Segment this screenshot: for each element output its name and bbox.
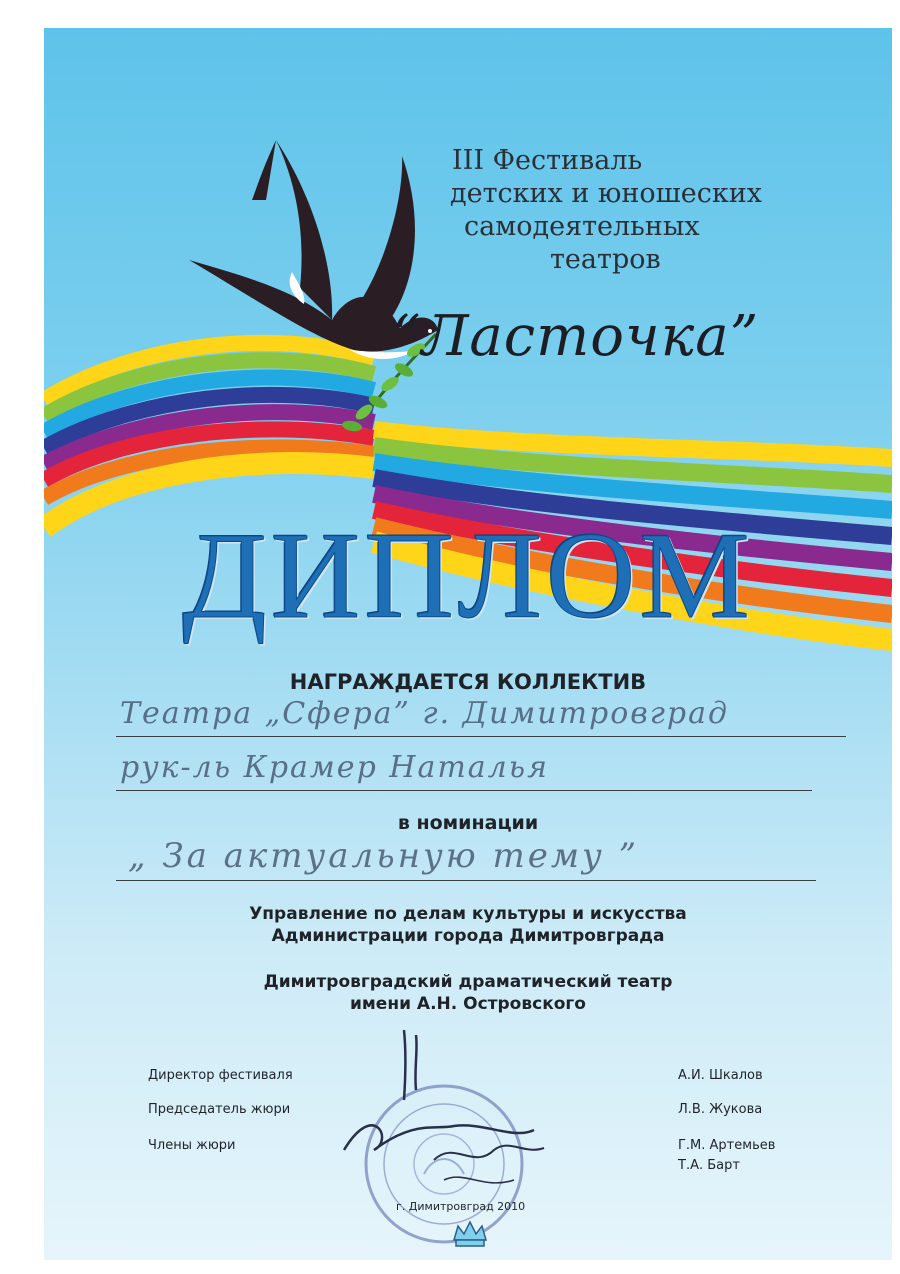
nomination-line	[116, 880, 816, 881]
recipient-line-1	[116, 736, 846, 737]
festival-name: “Ласточка”	[392, 304, 760, 369]
festival-heading	[404, 144, 844, 276]
signature-name-1: А.И. Шкалов	[678, 1068, 763, 1083]
recipient-handwritten-2: рук-ль Крамер Наталья	[120, 750, 549, 785]
signature-name-3: Г.М. Артемьев	[678, 1138, 776, 1153]
festival-line-1: III Фестиваль	[452, 145, 643, 176]
diploma-sheet	[44, 28, 892, 1260]
nomination-handwritten: „ За актуальную тему ”	[128, 836, 639, 876]
awarded-label: НАГРАЖДАЕТСЯ КОЛЛЕКТИВ	[289, 670, 647, 694]
recipient-handwritten-1: Театра „Сфера” г. Димитровград	[120, 696, 729, 731]
signature-role-3: Члены жюри	[148, 1138, 236, 1153]
nomination-label: в номинации	[397, 812, 539, 834]
signature-role-1: Директор фестиваля	[148, 1068, 293, 1083]
organizer-2	[44, 971, 892, 1015]
organizer-1-line-1: Управление по делам культуры и искусства	[249, 904, 687, 924]
city-year: г. Димитровград 2010	[396, 1200, 526, 1213]
diploma-title: ДИПЛОМ	[182, 507, 754, 644]
signature-name-4: Т.А. Барт	[678, 1158, 740, 1173]
rainbow-left-icon	[44, 343, 374, 528]
organizer-2-line-2: имени А.Н. Островского	[350, 994, 586, 1014]
festival-line-2: детских и юношеских	[450, 178, 762, 209]
festival-line-4: театров	[550, 244, 661, 275]
signature-name-2: Л.В. Жукова	[678, 1102, 763, 1117]
crown-emblem-icon	[450, 1218, 490, 1254]
organizer-2-line-1: Димитровградский драматический театр	[263, 972, 673, 992]
signatures-icon	[334, 1030, 574, 1210]
signature-role-2: Председатель жюри	[148, 1102, 291, 1117]
organizer-1	[44, 903, 892, 947]
festival-line-3: самодеятельных	[464, 211, 700, 242]
recipient-line-2	[116, 790, 812, 791]
organizer-1-line-2: Администрации города Димитровграда	[271, 926, 665, 946]
